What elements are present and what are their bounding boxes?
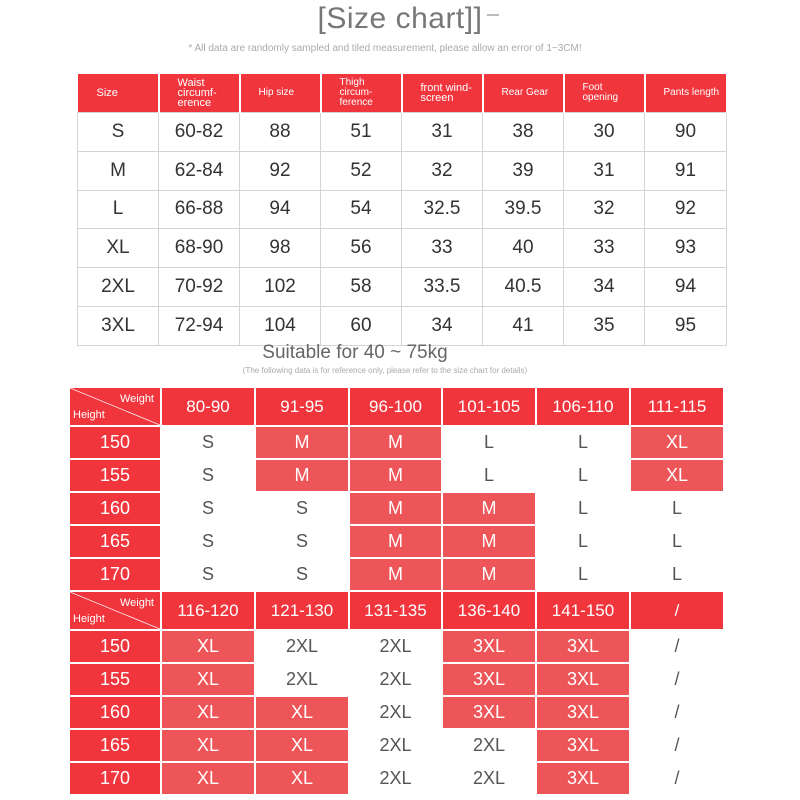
size-chart-row	[78, 113, 727, 152]
weight-range-header: 141-150	[537, 592, 631, 631]
size-chart-col-header: Foot opening	[564, 74, 645, 113]
measurement-cell: 52	[321, 151, 402, 190]
height-value: 170	[70, 763, 162, 796]
recommended-size-cell: M	[443, 559, 537, 592]
recommended-size-cell: 3XL	[443, 697, 537, 730]
measurement-cell: 88	[240, 113, 321, 152]
recommended-size-cell: XL	[162, 664, 256, 697]
measurement-cell: 91	[645, 151, 727, 190]
measurement-cell: 98	[240, 229, 321, 268]
size-chart-row	[78, 190, 727, 229]
weight-range-header: 96-100	[350, 388, 443, 427]
suitable-subtitle: (The following data is for reference only, please refer to the size chart for details)	[242, 366, 528, 375]
measurement-cell: 31	[564, 151, 645, 190]
size-chart-col-header: front wind-screen	[402, 74, 483, 113]
weight-height-corner	[70, 592, 162, 631]
recommended-size-cell: L	[443, 427, 537, 460]
recommended-size-cell: 2XL	[443, 763, 537, 796]
recommended-size-cell: 2XL	[350, 664, 443, 697]
measurement-cell: 60	[321, 306, 402, 345]
recommended-size-cell: 3XL	[537, 730, 631, 763]
measurement-cell: 102	[240, 268, 321, 307]
recommended-size-cell: XL	[256, 730, 350, 763]
measurement-cell: 33	[402, 229, 483, 268]
recommended-size-cell: M	[443, 493, 537, 526]
measurement-cell: 41	[483, 306, 564, 345]
height-row	[70, 631, 725, 664]
recommended-size-cell: L	[443, 460, 537, 493]
size-chart-row	[78, 151, 727, 190]
measurement-cell: 32.5	[402, 190, 483, 229]
recommended-size-cell: 3XL	[443, 631, 537, 664]
weight-label: Weight	[119, 393, 154, 405]
measurement-cell: 51	[321, 113, 402, 152]
recommended-size-cell: S	[256, 559, 350, 592]
size-chart-col-header: Hip size	[240, 74, 321, 113]
measurement-cell: 66-88	[159, 190, 240, 229]
recommended-size-cell: M	[350, 460, 443, 493]
size-chart-row	[78, 268, 727, 307]
size-chart-col-header: Size	[78, 74, 159, 113]
recommended-size-cell: L	[631, 526, 725, 559]
recommended-size-cell: 2XL	[443, 730, 537, 763]
weight-range-header: 116-120	[162, 592, 256, 631]
suitable-title: Suitable for 40 ~ 75kg	[262, 342, 448, 363]
recommended-size-cell: XL	[162, 631, 256, 664]
measurement-cell: 92	[645, 190, 727, 229]
height-row	[70, 460, 725, 493]
measurement-cell: 70-92	[159, 268, 240, 307]
measurement-cell: 30	[564, 113, 645, 152]
measurement-cell: 90	[645, 113, 727, 152]
measurement-cell: 33.5	[402, 268, 483, 307]
height-label: Height	[73, 613, 105, 625]
recommended-size-cell: S	[162, 526, 256, 559]
recommended-size-cell: L	[537, 526, 631, 559]
recommended-size-cell: L	[537, 493, 631, 526]
size-label: M	[78, 151, 159, 190]
height-row	[70, 427, 725, 460]
recommended-size-cell: XL	[162, 697, 256, 730]
recommended-size-cell: M	[350, 526, 443, 559]
recommended-size-cell: 2XL	[350, 697, 443, 730]
recommended-size-cell: 2XL	[256, 631, 350, 664]
measurement-cell: 40.5	[483, 268, 564, 307]
recommended-size-cell: 2XL	[350, 763, 443, 796]
measurement-cell: 62-84	[159, 151, 240, 190]
measurement-cell: 93	[645, 229, 727, 268]
measurement-cell: 60-82	[159, 113, 240, 152]
recommended-size-cell: /	[631, 631, 725, 664]
recommended-size-cell: 3XL	[537, 763, 631, 796]
recommended-size-cell: M	[350, 493, 443, 526]
recommended-size-cell: L	[537, 460, 631, 493]
recommended-size-cell: L	[631, 493, 725, 526]
weight-header-row	[70, 592, 725, 631]
measurement-cell: 56	[321, 229, 402, 268]
size-chart-row	[78, 306, 727, 345]
size-chart-col-header: Thigh circum-ference	[321, 74, 402, 113]
recommended-size-cell: XL	[256, 697, 350, 730]
size-chart-col-header: Pants length	[645, 74, 727, 113]
weight-range-header: 106-110	[537, 388, 631, 427]
recommended-size-cell: L	[537, 559, 631, 592]
recommended-size-cell: 3XL	[537, 664, 631, 697]
size-label: 3XL	[78, 306, 159, 345]
measurement-cell: 34	[402, 306, 483, 345]
measurement-cell: 54	[321, 190, 402, 229]
height-value: 160	[70, 493, 162, 526]
size-chart-row	[78, 229, 727, 268]
recommended-size-cell: M	[443, 526, 537, 559]
weight-label: Weight	[119, 597, 154, 609]
height-value: 155	[70, 460, 162, 493]
measurement-cell: 38	[483, 113, 564, 152]
recommended-size-cell: M	[256, 460, 350, 493]
weight-height-table	[70, 388, 725, 796]
height-row	[70, 559, 725, 592]
weight-header-row	[70, 388, 725, 427]
measurement-cell: 95	[645, 306, 727, 345]
size-chart-col-header: Waist circumf-erence	[159, 74, 240, 113]
recommended-size-cell: /	[631, 697, 725, 730]
recommended-size-cell: XL	[162, 730, 256, 763]
size-chart-header-row	[78, 74, 727, 113]
height-value: 150	[70, 427, 162, 460]
recommended-size-cell: S	[162, 559, 256, 592]
recommended-size-cell: L	[537, 427, 631, 460]
height-value: 165	[70, 526, 162, 559]
measurement-cell: 40	[483, 229, 564, 268]
weight-range-header: /	[631, 592, 725, 631]
measurement-cell: 32	[402, 151, 483, 190]
recommended-size-cell: S	[162, 427, 256, 460]
size-label: S	[78, 113, 159, 152]
height-value: 150	[70, 631, 162, 664]
recommended-size-cell: M	[350, 427, 443, 460]
height-value: 160	[70, 697, 162, 730]
weight-range-header: 91-95	[256, 388, 350, 427]
size-chart-body	[78, 113, 727, 346]
measurement-cell: 104	[240, 306, 321, 345]
height-row	[70, 730, 725, 763]
height-value: 155	[70, 664, 162, 697]
measurement-cell: 35	[564, 306, 645, 345]
recommended-size-cell: XL	[631, 460, 725, 493]
height-row	[70, 664, 725, 697]
recommended-size-cell: M	[350, 559, 443, 592]
weight-range-header: 136-140	[443, 592, 537, 631]
recommended-size-cell: 3XL	[537, 697, 631, 730]
size-chart-table	[77, 74, 728, 346]
recommended-size-cell: S	[256, 493, 350, 526]
measurement-cell: 94	[645, 268, 727, 307]
page-title: [Size chart]]	[317, 2, 483, 35]
measurement-cell: 32	[564, 190, 645, 229]
recommended-size-cell: L	[631, 559, 725, 592]
recommended-size-cell: 2XL	[350, 631, 443, 664]
height-value: 170	[70, 559, 162, 592]
recommended-size-cell: XL	[256, 763, 350, 796]
recommended-size-cell: S	[162, 460, 256, 493]
weight-range-header: 121-130	[256, 592, 350, 631]
measurement-cell: 94	[240, 190, 321, 229]
weight-range-header: 131-135	[350, 592, 443, 631]
recommended-size-cell: 2XL	[350, 730, 443, 763]
recommended-size-cell: M	[256, 427, 350, 460]
height-row	[70, 526, 725, 559]
measurement-cell: 31	[402, 113, 483, 152]
weight-range-header: 80-90	[162, 388, 256, 427]
height-row	[70, 493, 725, 526]
measurement-cell: 72-94	[159, 306, 240, 345]
title-dash	[487, 14, 499, 16]
recommended-size-cell: XL	[162, 763, 256, 796]
measurement-cell: 34	[564, 268, 645, 307]
size-label: L	[78, 190, 159, 229]
measurement-cell: 33	[564, 229, 645, 268]
height-value: 165	[70, 730, 162, 763]
size-chart-col-header: Rear Gear	[483, 74, 564, 113]
weight-height-body	[70, 388, 725, 796]
recommended-size-cell: /	[631, 664, 725, 697]
recommended-size-cell: /	[631, 763, 725, 796]
measurement-note: * All data are randomly sampled and tiled measurement, please allow an error of 1~3CM!	[188, 43, 582, 54]
measurement-cell: 39	[483, 151, 564, 190]
height-row	[70, 697, 725, 730]
recommended-size-cell: XL	[631, 427, 725, 460]
measurement-cell: 68-90	[159, 229, 240, 268]
height-row	[70, 763, 725, 796]
height-label: Height	[73, 409, 105, 421]
recommended-size-cell: 3XL	[537, 631, 631, 664]
weight-height-corner	[70, 388, 162, 427]
measurement-cell: 39.5	[483, 190, 564, 229]
recommended-size-cell: S	[256, 526, 350, 559]
recommended-size-cell: S	[162, 493, 256, 526]
recommended-size-cell: 3XL	[443, 664, 537, 697]
weight-range-header: 111-115	[631, 388, 725, 427]
recommended-size-cell: 2XL	[256, 664, 350, 697]
size-label: XL	[78, 229, 159, 268]
measurement-cell: 92	[240, 151, 321, 190]
weight-range-header: 101-105	[443, 388, 537, 427]
measurement-cell: 58	[321, 268, 402, 307]
recommended-size-cell: /	[631, 730, 725, 763]
size-label: 2XL	[78, 268, 159, 307]
